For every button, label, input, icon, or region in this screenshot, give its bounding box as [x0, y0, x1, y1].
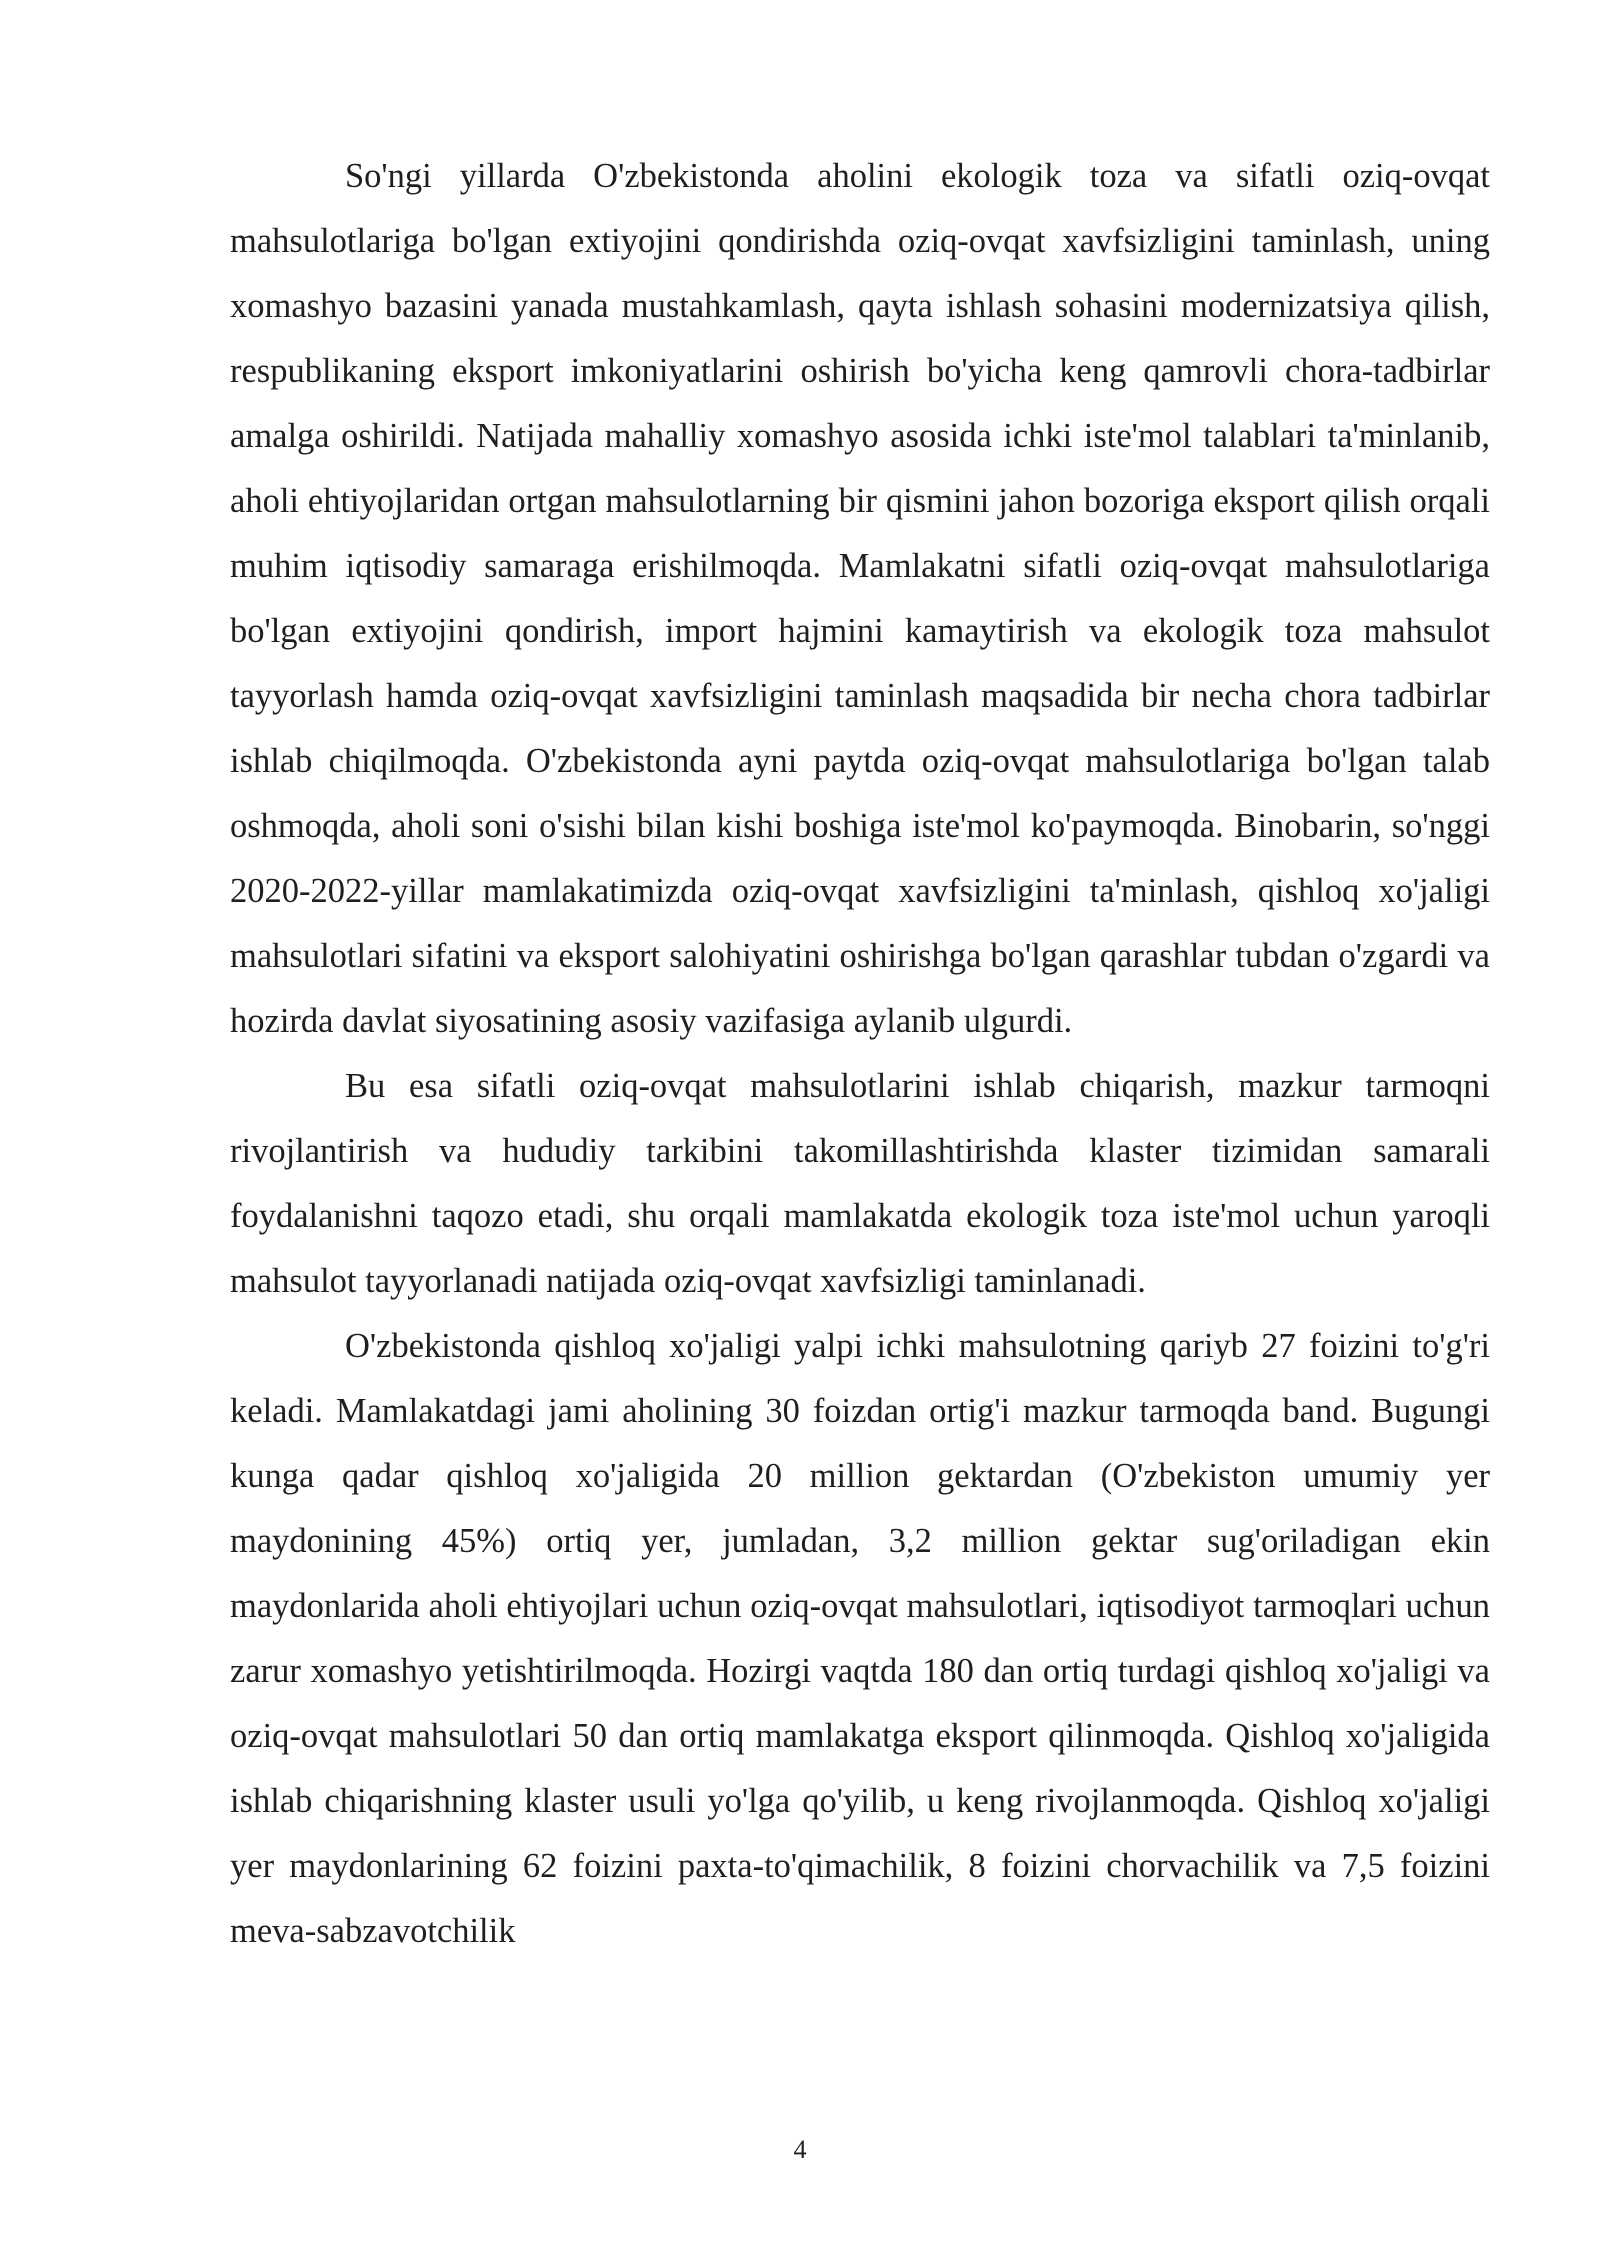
page-number: 4: [793, 2135, 807, 2164]
body-text: [230, 144, 1490, 1964]
paragraph-2: Bu esa sifatli oziq-ovqat mahsulotlarini ishlab chiqarish, mazkur tarmoqni rivojlantirish va hududiy tarkibini takomillashtirishda klaster tizimidan samarali foydalanishni taqozo etadi, shu orqali mamlakatda ekologik toza iste'mol uchun yaroqli mahsulot tayyorlanadi natijada oziq-ovqat xavfsizligi taminlanadi.: [230, 1067, 1490, 1300]
paragraph-1: So'ngi yillarda O'zbekistonda aholini ekologik toza va sifatli oziq-ovqat mahsulotlariga bo'lgan extiyojini qondirishda oziq-ovqat xavfsizligini taminlash, uning xomashyo bazasini yanada mustahkamlash, qayta ishlash sohasini modernizatsiya qilish, respublikaning eksport imkoniyatlarini oshirish bo'yicha keng qamrovli chora-tadbirlar amalga oshirildi. Natijada mahalliy xomashyo asosida ichki iste'mol talablari ta'minlanib, aholi ehtiyojlaridan ortgan mahsulotlarning bir qismini jahon bozoriga eksport qilish orqali muhim iqtisodiy samaraga erishilmoqda. Mamlakatni sifatli oziq-ovqat mahsulotlariga bo'lgan extiyojini qondirish, import hajmini kamaytirish va ekologik toza mahsulot tayyorlash hamda oziq-ovqat xavfsizligini taminlash maqsadida bir necha chora tadbirlar ishlab chiqilmoqda. O'zbekistonda ayni paytda oziq-ovqat mahsulotlariga bo'lgan talab oshmoqda, aholi soni o'sishi bilan kishi boshiga iste'mol ko'paymoqda. Binobarin, so'nggi 2020-2022-yillar mamlakatimizda oziq-ovqat xavfsizligini ta'minlash, qishloq xo'jaligi mahsulotlari sifatini va eksport salohiyatini oshirishga bo'lgan qarashlar tubdan o'zgardi va hozirda davlat siyosatining asosiy vazifasiga aylanib ulgurdi.: [230, 157, 1490, 1040]
paragraph-3: O'zbekistonda qishloq xo'jaligi yalpi ichki mahsulotning qariyb 27 foizini to'g'ri keladi. Mamlakatdagi jami aholining 30 foizdan ortig'i mazkur tarmoqda band. Bugungi kunga qadar qishloq xo'jaligida 20 million gektardan (O'zbekiston umumiy yer maydonining 45%) ortiq yer, jumladan, 3,2 million gektar sug'oriladigan ekin maydonlarida aholi ehtiyojlari uchun oziq-ovqat mahsulotlari, iqtisodiyot tarmoqlari uchun zarur xomashyo yetishtirilmoqda. Hozirgi vaqtda 180 dan ortiq turdagi qishloq xo'jaligi va oziq-ovqat mahsulotlari 50 dan ortiq mamlakatga eksport qilinmoqda. Qishloq xo'jaligida ishlab chiqarishning klaster usuli yo'lga qo'yilib, u keng rivojlanmoqda. Qishloq xo'jaligi yer maydonlarining 62 foizini paxta-to'qimachilik, 8 foizini chorvachilik va 7,5 foizini meva-sabzavotchilik: [230, 1327, 1490, 1950]
